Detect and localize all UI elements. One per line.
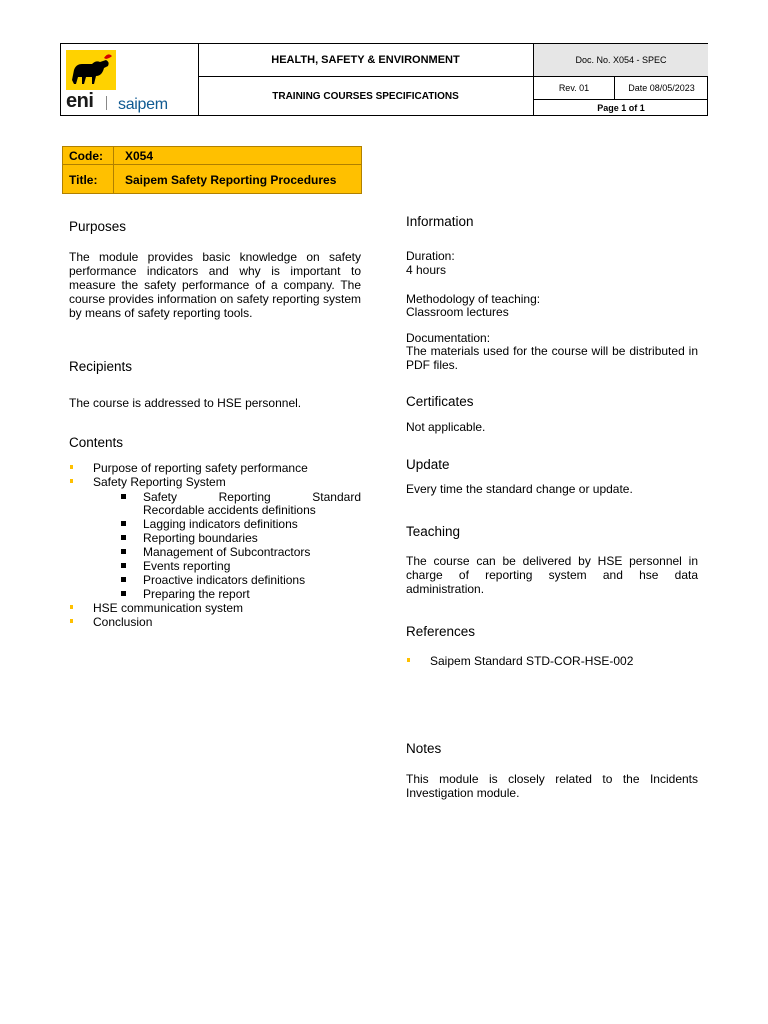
saipem-wordmark: saipem: [118, 96, 168, 113]
references-heading: References: [406, 624, 476, 639]
purposes-text: The module provides basic knowledge on safety performance indicators and why is important to measure the safety performance of a company. The course provides information on safety reporting system by means of safety reporting tools.: [69, 250, 361, 320]
square-bullet-icon: [121, 494, 126, 499]
sub-item: [143, 545, 310, 559]
methodology-label: Methodology of teaching:: [406, 292, 541, 306]
square-bullet-icon: [121, 563, 126, 568]
bullet-icon: [407, 658, 410, 662]
sub-item: [143, 573, 305, 587]
square-bullet-icon: [121, 591, 126, 596]
contents-item-label: Purpose of reporting safety performance: [93, 461, 308, 475]
bullet-icon: [70, 619, 73, 623]
doc-number: Doc. No. X054 - SPEC: [534, 44, 708, 77]
documentation-value: The materials used for the course will be distributed in PDF files.: [406, 344, 698, 372]
teaching-text: The course can be delivered by HSE personnel in charge of reporting system and hse data administration.: [406, 554, 698, 596]
update-text: Every time the standard change or update.: [406, 482, 633, 496]
square-bullet-icon: [121, 535, 126, 540]
course-title-row: [63, 165, 361, 194]
document-header: [60, 43, 708, 116]
notes-text: This module is closely related to the Incidents Investigation module.: [406, 772, 698, 800]
sub-item-label: Safety Reporting Standard: [143, 490, 361, 504]
sub-item-label: Preparing the report: [143, 587, 250, 601]
sub-item: [143, 587, 250, 601]
sub-item-label: Recordable accidents definitions: [143, 503, 316, 517]
course-id-box: [62, 146, 362, 194]
document-date: Date 08/05/2023: [615, 77, 708, 100]
contents-item: [93, 601, 243, 615]
sub-item-label: Events reporting: [143, 559, 231, 573]
teaching-heading: Teaching: [406, 524, 461, 539]
square-bullet-icon: [121, 521, 126, 526]
eni-wordmark: eni: [66, 90, 94, 112]
recipients-heading: Recipients: [69, 359, 133, 374]
contents-item-label: Conclusion: [93, 615, 153, 629]
sub-item-label: Proactive indicators definitions: [143, 573, 306, 587]
contents-item: [93, 615, 152, 629]
page-indicator: Page 1 of 1: [597, 102, 645, 113]
code-value: X054: [125, 148, 154, 163]
update-heading: Update: [406, 457, 450, 472]
bullet-icon: [70, 465, 73, 469]
documentation-label: Documentation:: [406, 331, 491, 345]
notes-heading: Notes: [406, 741, 442, 756]
square-bullet-icon: [121, 577, 126, 582]
logo-cell: [61, 44, 199, 115]
contents-item: [93, 475, 226, 489]
purposes-heading: Purposes: [69, 219, 127, 234]
certificates-text: Not applicable.: [406, 420, 486, 434]
sub-item: [143, 517, 298, 531]
reference-item-label: Saipem Standard STD-COR-HSE-002: [430, 654, 634, 668]
sub-item-continuation: [143, 503, 316, 517]
header-title-training: TRAINING COURSES SPECIFICATIONS: [198, 77, 534, 115]
bullet-icon: [70, 605, 73, 609]
sub-item: [143, 490, 361, 504]
square-bullet-icon: [121, 549, 126, 554]
information-heading: Information: [406, 214, 474, 229]
duration-value: 4 hours: [406, 263, 447, 277]
contents-heading: Contents: [69, 435, 124, 450]
title-label: Title:: [69, 172, 98, 187]
header-title-hse: HEALTH, SAFETY & ENVIRONMENT: [198, 44, 534, 77]
course-code-row: [63, 147, 361, 165]
reference-item: [430, 654, 633, 668]
certificates-heading: Certificates: [406, 394, 474, 409]
sub-item: [143, 531, 258, 545]
code-label: Code:: [69, 148, 103, 163]
logo-divider: [106, 96, 107, 110]
contents-item-label: HSE communication system: [93, 601, 244, 615]
eni-six-legged-dog-logo-icon: [66, 50, 116, 90]
sub-item: [143, 559, 230, 573]
methodology-value: Classroom lectures: [406, 305, 509, 319]
sub-item-label: Reporting boundaries: [143, 531, 258, 545]
duration-label: Duration:: [406, 249, 455, 263]
contents-item-label: Safety Reporting System: [93, 475, 226, 489]
title-value: Saipem Safety Reporting Procedures: [125, 172, 337, 187]
recipients-text: The course is addressed to HSE personnel.: [69, 396, 302, 410]
revision: Rev. 01: [534, 77, 615, 100]
sub-item-label: Lagging indicators definitions: [143, 517, 298, 531]
bullet-icon: [70, 479, 73, 483]
sub-item-label: Management of Subcontractors: [143, 545, 311, 559]
contents-item: [93, 461, 308, 475]
